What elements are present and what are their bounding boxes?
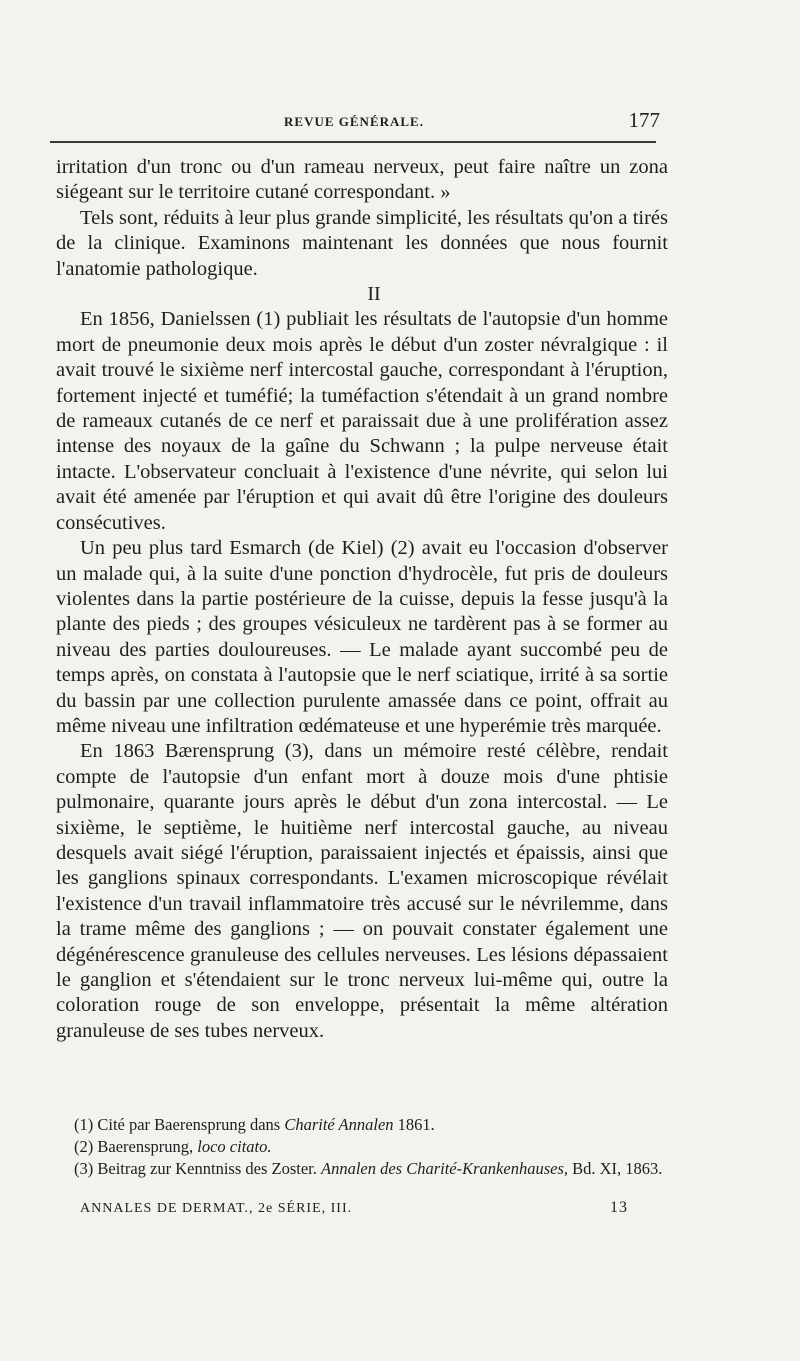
footnote (60, 1136, 672, 1158)
footnote-text: (3) Beitrag zur Kenntniss des Zoster. (74, 1159, 321, 1178)
footnote-text: (1) Cité par Baerensprung dans (74, 1115, 285, 1134)
paragraph: irritation d'un tronc ou d'un rameau nerveux, peut faire naître un zona siégeant sur le territoire cutané correspondant. » (56, 156, 668, 204)
journal-signature: ANNALES DE DERMAT., 2e SÉRIE, III. (80, 1201, 353, 1216)
footnote-text: 1861. (393, 1115, 435, 1134)
running-title: REVUE GÉNÉRALE. (284, 114, 424, 129)
page-header (48, 104, 660, 132)
footnote (60, 1158, 672, 1180)
footnotes (60, 1114, 672, 1180)
paragraph: En 1863 Bærensprung (3), dans un mémoire resté célèbre, rendait compte de l'autopsie d'un enfant mort à douze mois d'une phtisie pulmonaire, quarante jours après le début d'un zona intercostal. — Le sixième, le septième, le huitième nerf intercostal gauche, au niveau desquels avait siégé l'éruption, paraissaient injectés et épaissis, ainsi que les ganglions spinaux correspondants. L'examen microscopique révélait l'existence d'un travail inflammatoire très accusé sur le névrilemme, dans la trame même des ganglions ; — on pouvait constater également une dégénérescence granuleuse des cellules nerveuses. Les lésions dépassaient le ganglion et s'étendaient sur le tronc nerveux lui-même qui, outre la coloration rouge de son enveloppe, présentait la même altération granuleuse de ses tubes nerveux. (56, 740, 668, 1042)
footnote-title: Charité Annalen (284, 1115, 394, 1134)
gathering-number: 13 (610, 1199, 628, 1216)
footnote-title: loco citato. (197, 1137, 272, 1156)
paragraph: Tels sont, réduits à leur plus grande simplicité, les résultats qu'on a tirés de la clinique. Examinons maintenant les données que nous fournit l'anatomie pathologique. (56, 206, 668, 280)
header-rule (50, 141, 656, 143)
footnote-title: Annalen des Charité-Krankenhauses, (320, 1159, 568, 1178)
paragraph: En 1856, Danielssen (1) publiait les résultats de l'autopsie d'un homme mort de pneumonie deux mois après le début d'un zoster névralgique : il avait trouvé le sixième nerf intercostal gauche, correspondant à l'éruption, fortement injecté et tuméfié; la tuméfaction s'étendait à un grand nombre de rameaux cutanés de ce nerf et paraissait due à une prolifération assez intense des noyaux de la gaîne du Schwann ; la pulpe nerveuse était intacte. L'observateur concluait à l'existence d'une névrite, qui selon lui avait été amenée par l'éruption et qui avait dû être l'origine des douleurs consécutives. (56, 308, 668, 534)
footnote-text: Bd. XI, 1863. (568, 1159, 663, 1178)
footnote (60, 1114, 672, 1136)
page-number: 177 (628, 108, 660, 132)
paragraph: Un peu plus tard Esmarch (de Kiel) (2) avait eu l'occasion d'observer un malade qui, à la suite d'une ponction d'hydrocèle, fut pris de douleurs violentes dans la partie postérieure de la cuisse, depuis la fesse jusqu'à la plante des pieds ; des groupes vésiculeux ne tardèrent pas à se former au niveau des parties douloureuses. — Le malade ayant succombé peu de temps après, on constata à l'autopsie que le nerf sciatique, irrité à sa sortie du bassin par une collection purulente amassée dans ce point, offrait au même niveau une infiltration œdémateuse et une hyperémie très marquée. (56, 537, 668, 737)
section-number: II (367, 283, 381, 306)
page-footer (80, 1197, 628, 1221)
footnote-text: (2) Baerensprung, (74, 1137, 198, 1156)
body-text (56, 155, 668, 1044)
